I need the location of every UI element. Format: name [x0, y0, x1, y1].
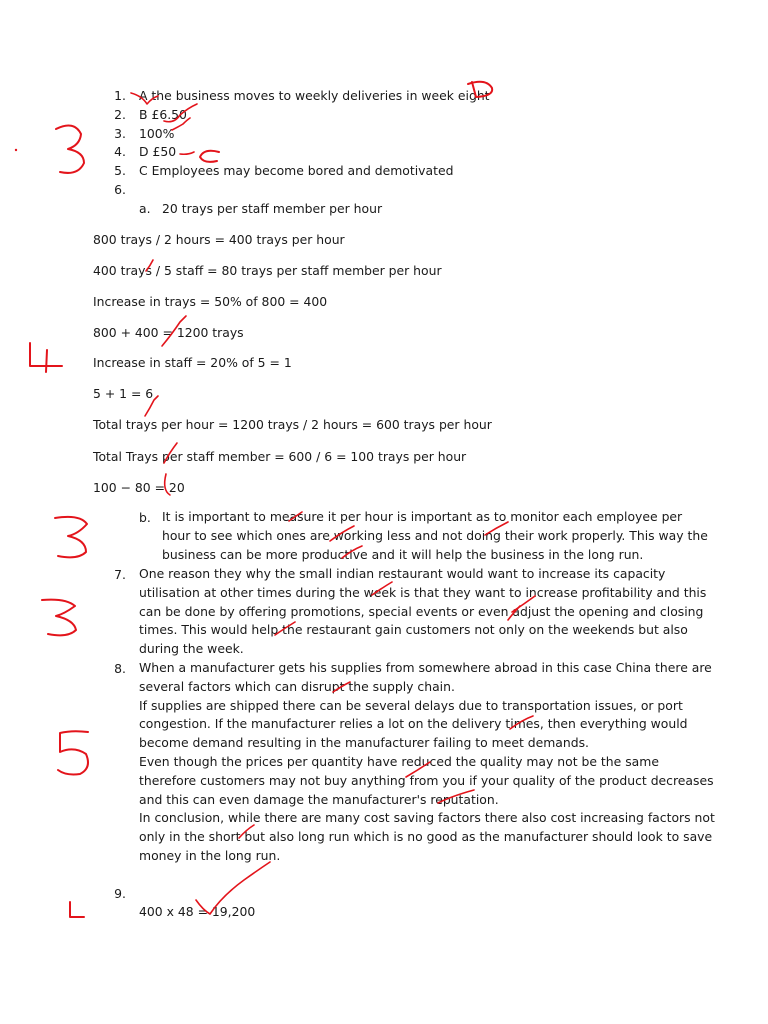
working-line: 5 + 1 = 6 [93, 386, 154, 401]
working-line: 800 + 400 = 1200 trays [93, 325, 244, 340]
item-number: 4. [114, 144, 126, 159]
paragraph-line: hour to see which ones are working less and not doing their work properly. This way the [162, 527, 708, 543]
paragraph-line: If supplies are shipped there can be several delays due to transportation issues, or port [139, 697, 683, 713]
score-mark-3 [56, 125, 84, 172]
working-line: Increase in trays = 50% of 800 = 400 [93, 294, 328, 309]
working-line: Total Trays per staff member = 600 / 6 = 100 trays per hour [93, 449, 467, 464]
answer-2-text: B £6.50 [139, 107, 187, 122]
item-number: 9. [114, 886, 126, 901]
ink-dot [15, 149, 17, 151]
paragraph-line: and this can even damage the manufacturer's reputation. [139, 791, 499, 807]
paragraph-line: In conclusion, while there are many cost saving factors there also cost increasing factors not [139, 810, 715, 826]
item-number: 1. [114, 88, 126, 103]
q9-answer: 400 x 48 = 19,200 [139, 904, 256, 919]
score-mark-3 [55, 517, 87, 557]
paragraph-line: therefore customers may not buy anything from you if your quality of the product decreases [139, 772, 714, 788]
tick-mark [180, 152, 194, 154]
q6b-answer [162, 508, 708, 564]
item-number: 3. [114, 126, 126, 141]
working-line: Increase in staff = 20% of 5 = 1 [93, 355, 292, 370]
q7-answer [139, 565, 706, 659]
paragraph-line: When a manufacturer gets his supplies from somewhere abroad in this case China there are [139, 660, 712, 675]
paragraph-line: utilisation at other times during the week is that they want to increase profitability and this [139, 584, 707, 600]
item-number: 2. [114, 107, 126, 122]
item-number: 5. [114, 163, 126, 178]
q6b-letter: b. [139, 510, 151, 525]
paragraph-line: only in the short but also long run which is no good as the manufacturer should look to save [139, 829, 713, 845]
answer-4-text: D £50 [139, 144, 177, 159]
answer-3-text: 100% [139, 126, 175, 141]
item-number: 6. [114, 182, 126, 197]
score-mark-l [70, 902, 84, 917]
paragraph-line: times. This would help the restaurant gain customers not only on the weekends but also [139, 622, 688, 638]
paragraph-line: several factors which can disrupt the supply chain. [139, 678, 455, 694]
score-mark-4 [30, 343, 62, 372]
answer-5-text: C Employees may become bored and demotivated [139, 163, 454, 178]
score-mark-3 [42, 600, 76, 636]
paragraph-line: business can be more productive and it will help the business in the long run. [162, 546, 644, 562]
paragraph-line: during the week. [139, 641, 244, 657]
item-number: 8. [114, 661, 126, 676]
paragraph-line: become demand resulting in the manufacturer failing to meet demands. [139, 735, 590, 751]
working-line: 400 trays / 5 staff = 80 trays per staff member per hour [93, 263, 442, 278]
working-line: 100 − 80 = 20 [93, 480, 185, 495]
answer-1-text: A the business moves to weekly deliveries in week eight [139, 88, 490, 103]
paragraph-line: Even though the prices per quantity have reduced the quality may not be the same [139, 753, 659, 769]
working-line: 800 trays / 2 hours = 400 trays per hour [93, 232, 345, 247]
q6a-letter: a. [139, 201, 151, 216]
paragraph-line: money in the long run. [139, 847, 281, 863]
paragraph-line: One reason they why the small indian restaurant would want to increase its capacity [139, 566, 666, 581]
q8-answer [139, 659, 715, 866]
paragraph-line: congestion. If the manufacturer relies a lot on the delivery times, then everything would [139, 716, 688, 732]
score-mark-5 [58, 731, 88, 774]
paragraph-line: can be done by offering promotions, special events or even adjust the opening and closing [139, 603, 704, 619]
item-number: 7. [114, 567, 126, 582]
working-line: Total trays per hour = 1200 trays / 2 hours = 600 trays per hour [93, 417, 492, 432]
q6a-answer: 20 trays per staff member per hour [162, 201, 383, 216]
paragraph-line: It is important to measure it per hour is important as to monitor each employee per [162, 509, 683, 524]
grade-letter-c [200, 151, 219, 162]
